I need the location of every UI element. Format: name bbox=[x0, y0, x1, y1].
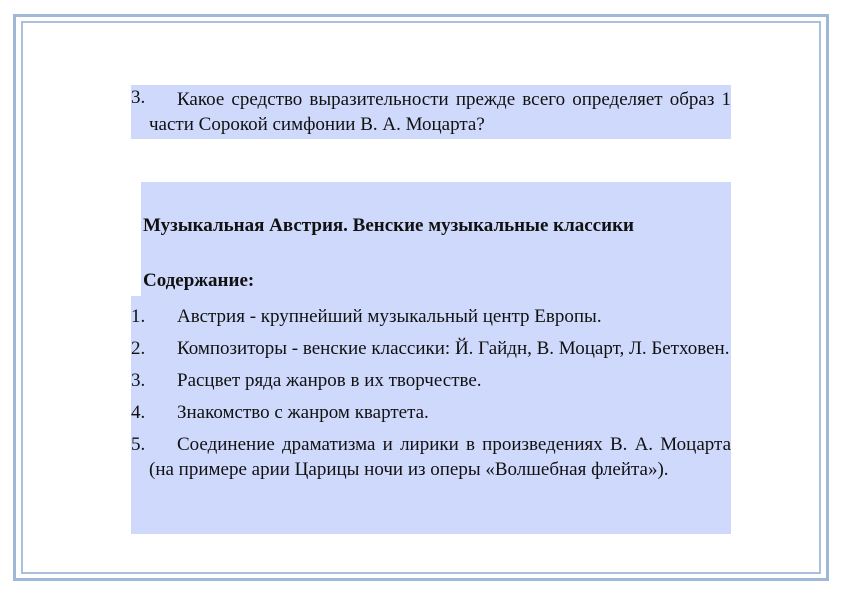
question-number: 3. bbox=[131, 87, 146, 108]
list-item bbox=[131, 400, 731, 425]
lesson-header-block bbox=[141, 182, 731, 296]
contents-list bbox=[131, 296, 731, 534]
list-item-text: Знакомство с жанром квартета. bbox=[177, 402, 429, 423]
list-item-number: 1. bbox=[131, 306, 146, 327]
list-item-number: 3. bbox=[131, 370, 146, 391]
list-item bbox=[131, 368, 731, 393]
list-item-number: 4. bbox=[131, 402, 146, 423]
list-item-text: Австрия - крупнейший музыкальный центр Европы. bbox=[177, 306, 602, 327]
list-item-text: Композиторы - венские классики: Й. Гайдн, В. Моцарт, Л. Бетховен. bbox=[177, 338, 730, 359]
list-item-number: 5. bbox=[131, 434, 146, 455]
list-item-text: Расцвет ряда жанров в их творчестве. bbox=[177, 370, 482, 391]
lesson-title: Музыкальная Австрия. Венские музыкальные классики bbox=[143, 215, 634, 236]
list-item bbox=[131, 432, 731, 482]
list-item-text: Соединение драматизма и лирики в произведениях В. А. Моцарта (на примере арии Царицы ночи из оперы «Волшебная флейта»). bbox=[149, 434, 731, 480]
list-item bbox=[131, 336, 731, 361]
question-text: Какое средство выразительности прежде всего определяет образ 1 части Сорокой симфонии В. А. Моцарта? bbox=[149, 89, 731, 135]
list-item-number: 2. bbox=[131, 338, 146, 359]
contents-label: Содержание: bbox=[143, 270, 255, 291]
list-item bbox=[131, 304, 731, 329]
question-item bbox=[131, 85, 731, 137]
question-block bbox=[131, 85, 731, 139]
